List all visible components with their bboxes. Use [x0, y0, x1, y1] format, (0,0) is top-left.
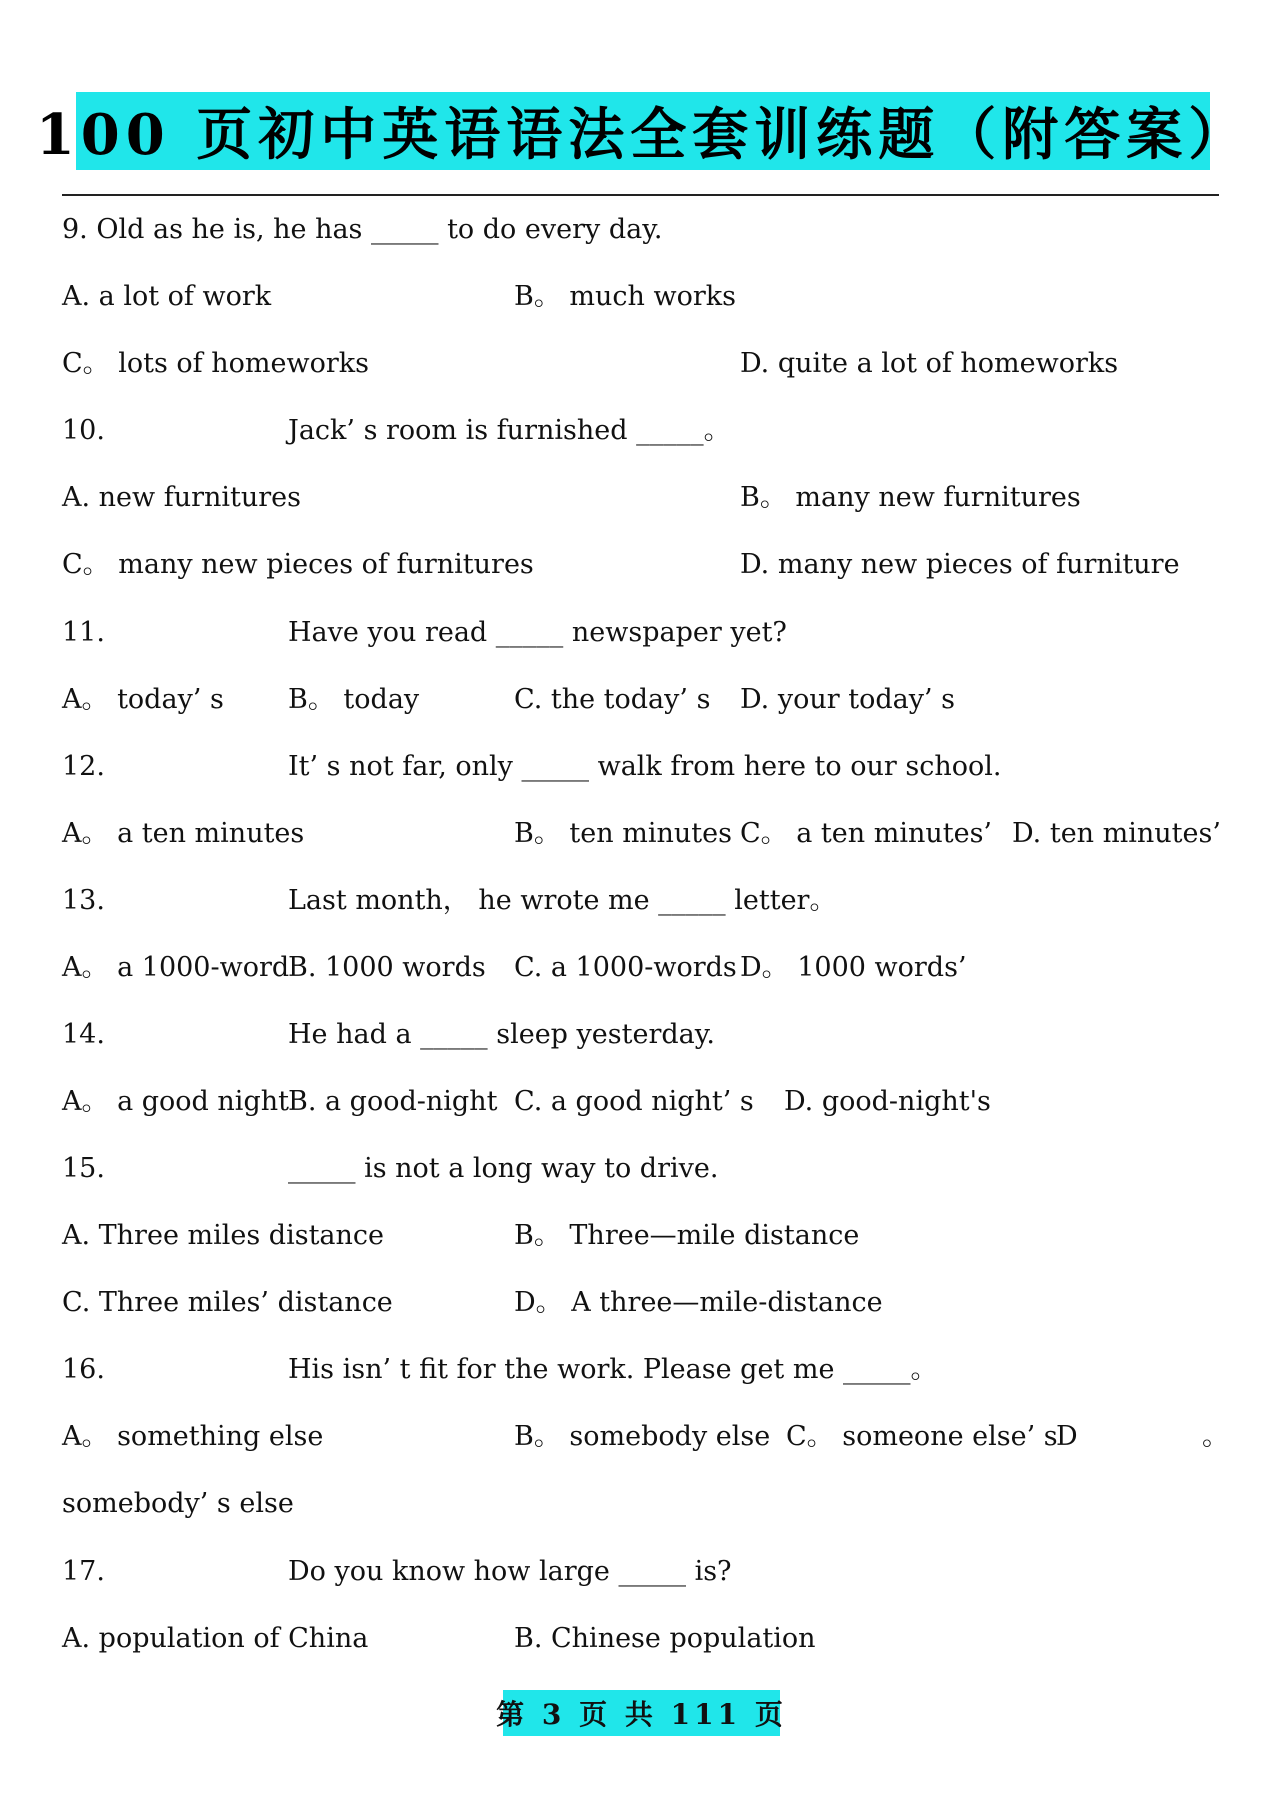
question-number: 17. — [62, 1556, 105, 1587]
option-d-continued: somebody’ s else — [62, 1488, 294, 1519]
option-d: D. quite a lot of homeworks — [740, 348, 1119, 379]
question-stem: It’ s not far, only _____ walk from here to our school. — [288, 751, 1002, 782]
option-b: B. 1000 words — [288, 952, 486, 983]
option-a: A. new furnitures — [62, 482, 302, 513]
option-b: B。 today — [288, 684, 420, 715]
question-number: 11. — [62, 617, 105, 648]
option-d: D. your today’ s — [740, 684, 955, 715]
option-d: D. good-night's — [784, 1086, 991, 1117]
option-c: C. a good night’ s — [514, 1086, 754, 1117]
option-a: A。 a good night — [62, 1086, 289, 1117]
option-b: B。 ten minutes — [514, 818, 732, 849]
option-d: D。 1000 words’ — [740, 952, 967, 983]
option-a: A. a lot of work — [62, 281, 272, 312]
question-number: 10. — [62, 415, 105, 446]
option-c: C. Three miles’ distance — [62, 1287, 393, 1318]
option-a: A。 a ten minutes — [62, 818, 305, 849]
option-a: A。 something else — [62, 1421, 324, 1452]
option-c: C。 someone else’ s — [786, 1421, 1058, 1452]
option-b: B. a good-night — [288, 1086, 498, 1117]
title-divider — [62, 194, 1219, 196]
option-b: B. Chinese population — [514, 1623, 816, 1654]
question-stem: Have you read _____ newspaper yet? — [288, 617, 787, 648]
option-a: A。 today’ s — [62, 684, 224, 715]
option-c: C。 many new pieces of furnitures — [62, 549, 534, 580]
question-stem: He had a _____ sleep yesterday. — [288, 1019, 715, 1050]
question-number: 15. — [62, 1153, 105, 1184]
question-number: 14. — [62, 1019, 105, 1050]
option-b: B。 Three—mile distance — [514, 1220, 860, 1251]
question-stem: _____ is not a long way to drive. — [288, 1153, 719, 1184]
option-a: A. population of China — [62, 1623, 369, 1654]
page-indicator: 第 3 页 共 111 页 — [503, 1690, 780, 1736]
question-number: 13. — [62, 885, 105, 916]
question-stem: Last month， he wrote me _____ letter。 — [288, 885, 837, 916]
option-c: C. a 1000-words — [514, 952, 737, 983]
question-number: 12. — [62, 751, 105, 782]
option-d: D. ten minutes’ — [1012, 818, 1221, 849]
title-banner — [35, 92, 1251, 170]
option-a: A. Three miles distance — [62, 1220, 385, 1251]
option-c: C. the today’ s — [514, 684, 711, 715]
option-d: D. many new pieces of furniture — [740, 549, 1180, 580]
option-c: C。 a ten minutes’ — [740, 818, 993, 849]
option-d: D。 A three—mile-distance — [514, 1287, 883, 1318]
page-title: 100 页初中英语语法全套训练题（附答案） — [35, 102, 1251, 168]
question-stem: Do you know how large _____ is? — [288, 1556, 732, 1587]
option-d: D — [1056, 1421, 1078, 1452]
option-b: B。 somebody else — [514, 1421, 771, 1452]
option-a: A。 a 1000-word — [62, 952, 290, 983]
question-stem: 9. Old as he is, he has _____ to do every day. — [62, 214, 663, 245]
question-stem: Jack’ s room is furnished _____。 — [288, 415, 731, 446]
option-b: B。 much works — [514, 281, 736, 312]
option-d-tail: 。 — [1202, 1421, 1229, 1452]
option-b: B。 many new furnitures — [740, 482, 1081, 513]
question-number: 16. — [62, 1354, 105, 1385]
question-stem: His isn’ t fit for the work. Please get me _____。 — [288, 1354, 938, 1385]
option-c: C。 lots of homeworks — [62, 348, 369, 379]
